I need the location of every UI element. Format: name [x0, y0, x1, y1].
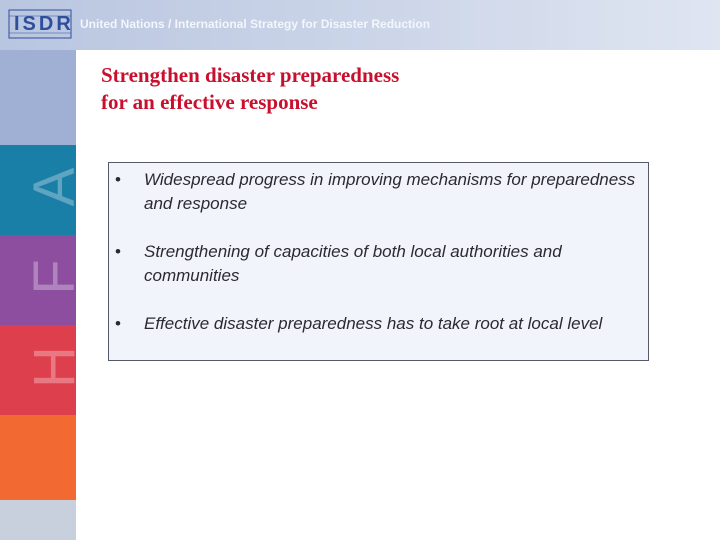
- bullet-marker: •: [115, 314, 121, 333]
- slide-title-line-2: for an effective response: [101, 90, 318, 114]
- bullet-box: [108, 162, 649, 361]
- watermark-letter-f: F: [22, 259, 87, 295]
- sidebar-band-grey: [0, 500, 76, 540]
- header-bar: [0, 0, 720, 50]
- bullet-text: Effective disaster preparedness has to take root at local level: [144, 314, 603, 333]
- bullet-item: [115, 312, 640, 336]
- header-title: United Nations / International Strategy for Disaster Reduction: [80, 17, 431, 31]
- slide-title-line-1: Strengthen disaster preparedness: [101, 63, 400, 87]
- slide-title: [101, 62, 661, 116]
- watermark-letter-h: H: [22, 346, 87, 388]
- bullet-text: Widespread progress in improving mechanisms for preparedness and response: [144, 170, 636, 213]
- bullet-marker: •: [115, 242, 121, 261]
- logo-text: ISDR: [14, 13, 74, 35]
- sidebar-band-blue: [0, 50, 76, 145]
- watermark-letter-a: A: [22, 167, 87, 207]
- bullet-item: [115, 240, 640, 288]
- bullet-text: Strengthening of capacities of both local authorities and communities: [144, 242, 562, 285]
- bullet-marker: •: [115, 170, 121, 189]
- isdr-logo: [8, 7, 74, 41]
- hfa-watermark: [0, 145, 87, 415]
- bullet-item: [115, 168, 640, 216]
- sidebar-band-orange: [0, 415, 76, 500]
